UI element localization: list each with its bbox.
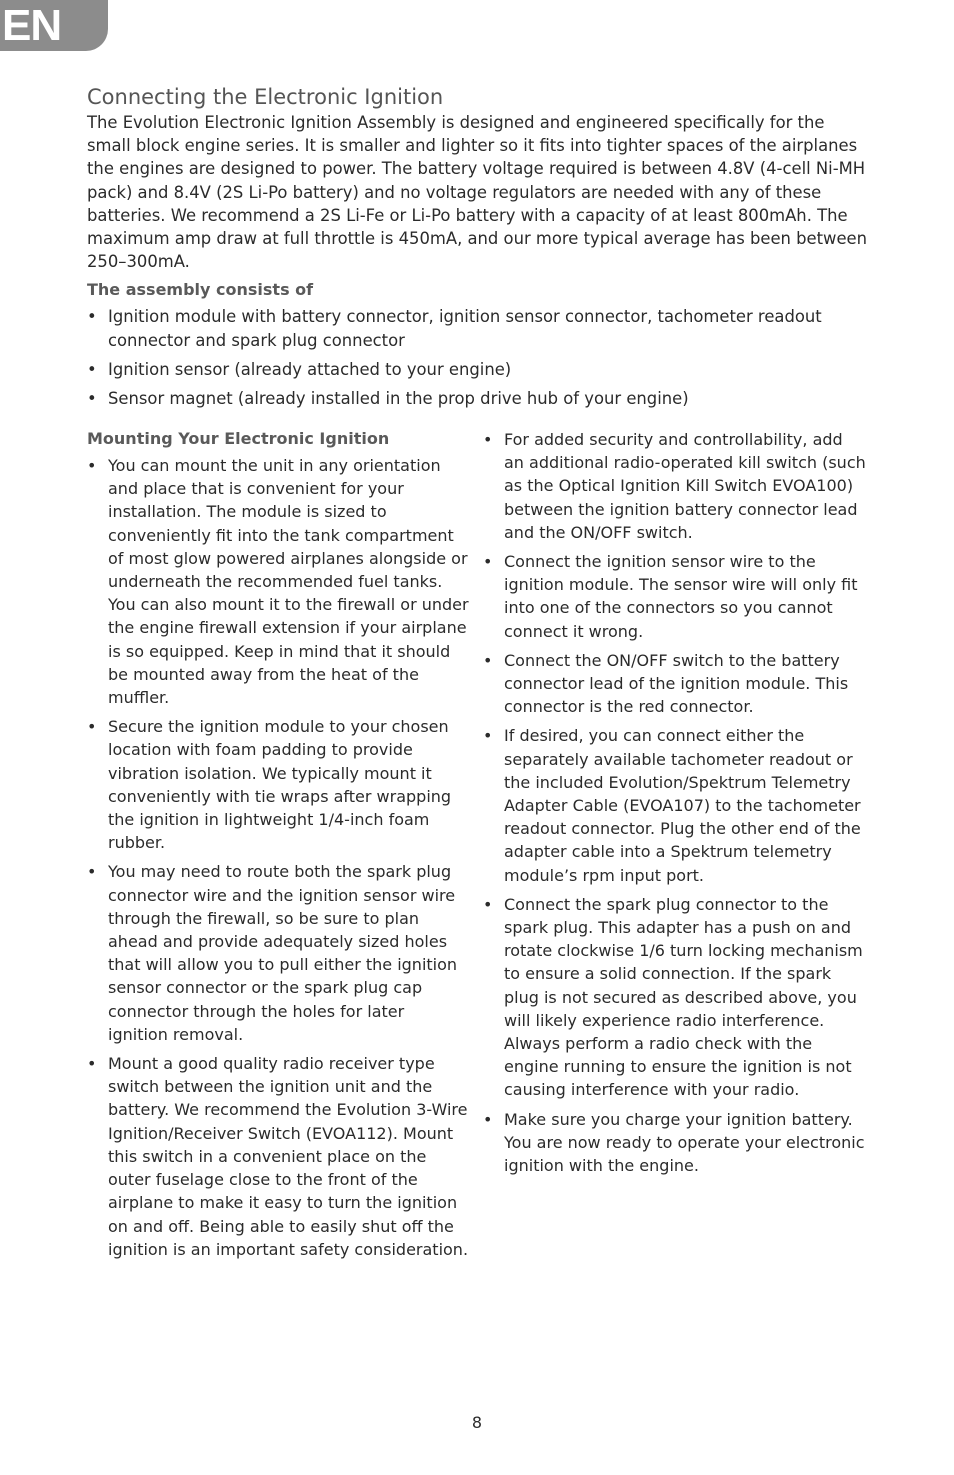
section-title: Connecting the Electronic Ignition <box>87 85 444 109</box>
list-item <box>87 454 469 709</box>
list-item-text: Ignition module with battery connector, ignition sensor connector, tachometer readout connector and spark plug connector <box>108 307 822 350</box>
intro-section <box>87 83 867 416</box>
list-item <box>483 724 867 886</box>
list-item <box>87 358 867 381</box>
mounting-list-left <box>87 454 469 1261</box>
list-item-text: Connect the ON/OFF switch to the battery connector lead of the ignition module. This connector is the red connector. <box>504 650 849 717</box>
list-item <box>87 1052 469 1261</box>
bullet-icon: • <box>87 717 97 737</box>
bullet-icon: • <box>87 456 97 475</box>
list-item-text: Connect the spark plug connector to the spark plug. This adapter has a push on and rotate clockwise 1/6 turn locking mechanism to ensure a solid connection. If the spark plug is not secured as described above, you will likely experience radio interference. Always perform a radio check with the engine running to ensure the ignition is not causing interference with your radio. <box>504 894 863 1100</box>
list-item <box>87 387 867 410</box>
bullet-icon: • <box>483 430 493 449</box>
intro-paragraph: The Evolution Electronic Ignition Assembly is designed and engineered specifically for the small block engine series. It is smaller and lighter so it fits into tighter spaces of the airplanes the engines are designed to power. The battery voltage required is between 4.8V (4-cell Ni-MH pack) and 8.4V (2S Li-Po battery) and no voltage regulators are needed with any of these batteries. We recommend a 2S Li-Fe or Li-Po battery with a capacity of at least 800mAh. The maximum amp draw at full throttle is 450mA, and our more typical average has been between 250–300mA. <box>87 113 868 272</box>
list-item-text: Mount a good quality radio receiver type switch between the ignition unit and the battery. We recommend the Evolution 3-Wire Ignition/Receiver Switch (EVOA112). Mount this switch in a convenient place on the outer fuselage close to the front of the airplane to make it easy to turn the ignition on and off. Being able to easily shut off the ignition is an important safety consideration. <box>108 1054 469 1259</box>
list-item-text: Sensor magnet (already installed in the prop drive hub of your engine) <box>108 389 689 409</box>
bullet-icon: • <box>87 389 97 409</box>
mounting-heading: Mounting Your Electronic Ignition <box>87 429 390 448</box>
list-item-text: You can mount the unit in any orientation and place that is convenient for your installation. The module is sized to conveniently fit into the tank compartment of most glow powered airplanes alongside or underneath the recommended fuel tanks. You can also mount it to the firewall or under the engine firewall extension if your airplane is so equipped. Keep in mind that it should be mounted away from the heat of the muffler. <box>108 456 469 708</box>
assembly-heading: The assembly consists of <box>87 280 314 300</box>
list-item-text: Secure the ignition module to your chosen location with foam padding to provide vibration isolation. We typically mount it conveniently with tie wraps after wrapping the ignition in lightweight 1/4-inch foam rubber. <box>108 717 452 853</box>
bullet-icon: • <box>87 307 97 327</box>
bullet-icon: • <box>483 1109 493 1129</box>
list-item-text: Ignition sensor (already attached to your engine) <box>108 359 512 379</box>
list-item-text: Make sure you charge your ignition battery. You are now ready to operate your electronic ignition with the engine. <box>504 1109 865 1176</box>
list-item <box>87 715 469 854</box>
list-item <box>483 428 867 544</box>
bullet-icon: • <box>87 359 97 379</box>
list-item-text: For added security and controllability, add an additional radio-operated kill switch (such as the Optical Ignition Kill Switch EVOA100) between the ignition battery connector lead and the ON/OFF switch. <box>504 430 866 542</box>
list-item <box>87 860 469 1046</box>
list-item-text: If desired, you can connect either the separately available tachometer readout or the included Evolution/Spektrum Telemetry Adapter Cable (EVOA107) to the tachometer readout connector. Plug the other end of the adapter cable into a Spektrum telemetry module’s rpm input port. <box>504 726 861 885</box>
bullet-icon: • <box>483 726 493 746</box>
mounting-list-right <box>483 428 867 1177</box>
bullet-icon: • <box>483 894 493 914</box>
list-item <box>483 649 867 719</box>
right-column <box>483 428 867 1183</box>
bullet-icon: • <box>483 650 493 670</box>
list-item-text: Connect the ignition sensor wire to the ignition module. The sensor wire will only fit into one of the connectors so you cannot connect it wrong. <box>504 552 858 641</box>
list-item <box>483 893 867 1102</box>
bullet-icon: • <box>483 552 493 572</box>
list-item-text: You may need to route both the spark plug connector wire and the ignition sensor wire through the firewall, so be sure to plan ahead and provide adequately sized holes that will allow you to pull either the ignition sensor connector or the spark plug cap connector through the holes for later ignition removal. <box>108 862 458 1044</box>
left-column <box>87 428 469 1267</box>
assembly-list <box>87 305 867 410</box>
list-item <box>483 1108 867 1178</box>
page-number: 8 <box>471 1413 483 1432</box>
language-tab: EN <box>0 0 108 51</box>
list-item <box>87 305 867 351</box>
list-item <box>483 550 867 643</box>
bullet-icon: • <box>87 862 97 882</box>
bullet-icon: • <box>87 1054 97 1074</box>
